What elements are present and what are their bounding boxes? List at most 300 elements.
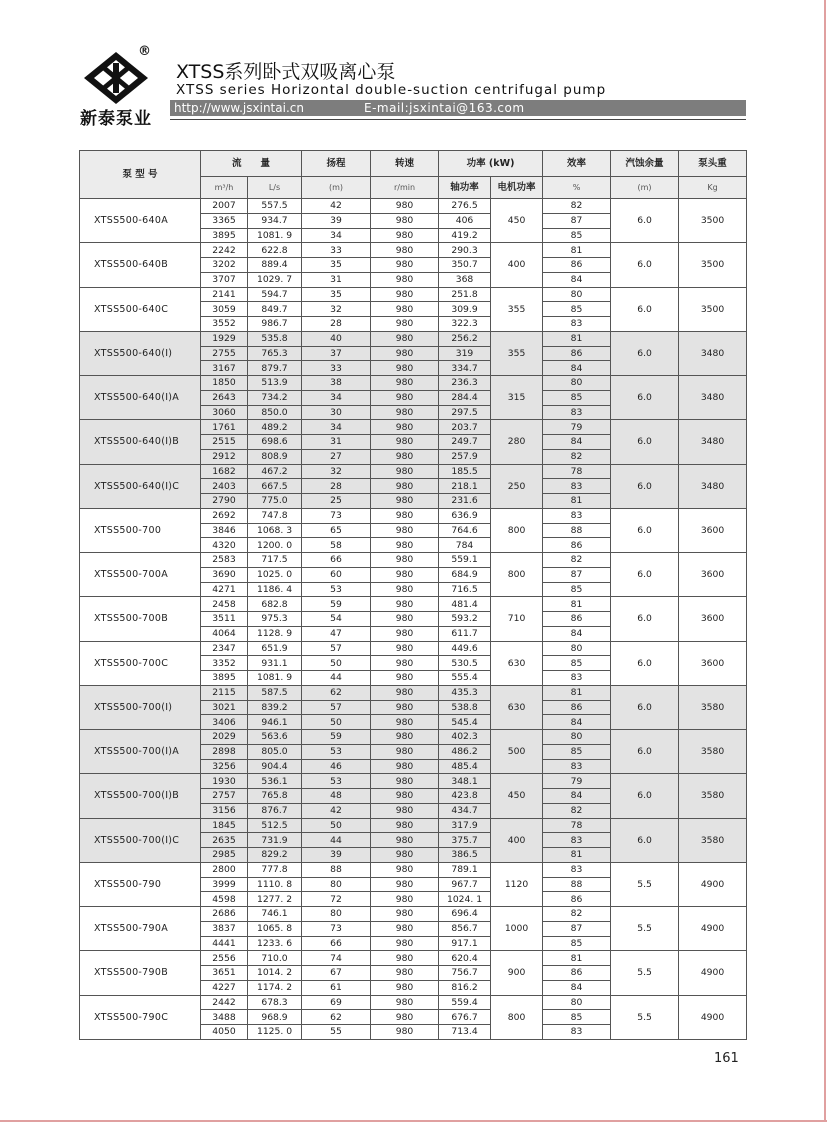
cell-shaft: 322.3: [439, 317, 491, 332]
cell-m3h: 1845: [201, 818, 248, 833]
cell-efficiency: 82: [543, 907, 611, 922]
cell-efficiency: 81: [543, 597, 611, 612]
cell-efficiency: 81: [543, 494, 611, 509]
cell-head: 88: [302, 862, 371, 877]
cell-weight: 3600: [679, 597, 747, 641]
cell-ls: 536.1: [248, 774, 302, 789]
cell-speed: 980: [371, 302, 439, 317]
cell-speed: 980: [371, 287, 439, 302]
cell-shaft: 856.7: [439, 921, 491, 936]
cell-motor-power: 280: [491, 420, 543, 464]
cell-m3h: 3511: [201, 612, 248, 627]
cell-ls: 512.5: [248, 818, 302, 833]
cell-head: 73: [302, 921, 371, 936]
cell-speed: 980: [371, 243, 439, 258]
cell-ls: 1081. 9: [248, 228, 302, 243]
cell-head: 62: [302, 1010, 371, 1025]
cell-speed: 980: [371, 700, 439, 715]
cell-shaft: 423.8: [439, 789, 491, 804]
cell-m3h: 4271: [201, 582, 248, 597]
email-link[interactable]: E-mail:jsxintai@163.com: [364, 101, 525, 115]
table-body: [80, 199, 747, 1040]
cell-head: 39: [302, 848, 371, 863]
cell-speed: 980: [371, 449, 439, 464]
cell-head: 61: [302, 980, 371, 995]
cell-npsh: 6.0: [611, 774, 679, 818]
cell-efficiency: 82: [543, 553, 611, 568]
cell-motor-power: 450: [491, 199, 543, 243]
cell-speed: 980: [371, 848, 439, 863]
cell-weight: 3500: [679, 243, 747, 287]
pump-model: XTSS500-640(Ⅰ)C: [80, 464, 201, 508]
cell-head: 25: [302, 494, 371, 509]
cell-weight: 4900: [679, 862, 747, 906]
cell-efficiency: 81: [543, 331, 611, 346]
cell-ls: 934.7: [248, 213, 302, 228]
cell-ls: 775.0: [248, 494, 302, 509]
table-row: [80, 508, 747, 523]
cell-efficiency: 86: [543, 700, 611, 715]
cell-head: 59: [302, 730, 371, 745]
cell-ls: 1128. 9: [248, 626, 302, 641]
cell-weight: 3580: [679, 685, 747, 729]
cell-shaft: 218.1: [439, 479, 491, 494]
cell-speed: 980: [371, 641, 439, 656]
cell-m3h: 2755: [201, 346, 248, 361]
cell-m3h: 2757: [201, 789, 248, 804]
cell-ls: 879.7: [248, 361, 302, 376]
cell-weight: 3600: [679, 508, 747, 552]
page-border-right: [824, 0, 826, 1122]
cell-ls: 710.0: [248, 951, 302, 966]
col-model: 泵 型 号: [80, 151, 201, 199]
cell-ls: 1186. 4: [248, 582, 302, 597]
cell-shaft: 309.9: [439, 302, 491, 317]
cell-ls: 904.4: [248, 759, 302, 774]
cell-npsh: 6.0: [611, 287, 679, 331]
pump-model: XTSS500-640(Ⅰ)A: [80, 376, 201, 420]
cell-head: 57: [302, 641, 371, 656]
cell-ls: 667.5: [248, 479, 302, 494]
cell-m3h: 2403: [201, 479, 248, 494]
cell-weight: 3600: [679, 641, 747, 685]
cell-efficiency: 87: [543, 567, 611, 582]
table-row: [80, 331, 747, 346]
cell-ls: 731.9: [248, 833, 302, 848]
cell-shaft: 917.1: [439, 936, 491, 951]
cell-speed: 980: [371, 892, 439, 907]
cell-m3h: 4441: [201, 936, 248, 951]
cell-m3h: 3406: [201, 715, 248, 730]
cell-speed: 980: [371, 346, 439, 361]
cell-m3h: 2898: [201, 744, 248, 759]
cell-shaft: 419.2: [439, 228, 491, 243]
cell-npsh: 6.0: [611, 553, 679, 597]
cell-m3h: 2458: [201, 597, 248, 612]
col-flow: 流 量: [201, 151, 302, 177]
registered-mark: ®: [138, 44, 151, 59]
cell-ls: 746.1: [248, 907, 302, 922]
cell-head: 80: [302, 877, 371, 892]
cell-efficiency: 85: [543, 936, 611, 951]
cell-shaft: 684.9: [439, 567, 491, 582]
cell-efficiency: 86: [543, 966, 611, 981]
cell-speed: 980: [371, 553, 439, 568]
cell-efficiency: 86: [543, 612, 611, 627]
cell-speed: 980: [371, 656, 439, 671]
cell-ls: 587.5: [248, 685, 302, 700]
cell-ls: 1029. 7: [248, 272, 302, 287]
cell-speed: 980: [371, 361, 439, 376]
cell-efficiency: 80: [543, 641, 611, 656]
cell-m3h: 2790: [201, 494, 248, 509]
cell-efficiency: 85: [543, 1010, 611, 1025]
cell-head: 57: [302, 700, 371, 715]
cell-shaft: 317.9: [439, 818, 491, 833]
cell-npsh: 6.0: [611, 420, 679, 464]
cell-speed: 980: [371, 921, 439, 936]
cell-ls: 1125. 0: [248, 1025, 302, 1040]
cell-shaft: 555.4: [439, 671, 491, 686]
pump-model: XTSS500-700(Ⅰ)C: [80, 818, 201, 862]
cell-shaft: 789.1: [439, 862, 491, 877]
cell-motor-power: 400: [491, 818, 543, 862]
cell-m3h: 2141: [201, 287, 248, 302]
cell-shaft: 368: [439, 272, 491, 287]
cell-ls: 931.1: [248, 656, 302, 671]
cell-shaft: 348.1: [439, 774, 491, 789]
cell-head: 34: [302, 228, 371, 243]
cell-ls: 1233. 6: [248, 936, 302, 951]
cell-shaft: 559.4: [439, 995, 491, 1010]
table-row: [80, 730, 747, 745]
cell-shaft: 386.5: [439, 848, 491, 863]
cell-ls: 467.2: [248, 464, 302, 479]
cell-m3h: 2643: [201, 390, 248, 405]
cell-efficiency: 84: [543, 715, 611, 730]
cell-m3h: 2800: [201, 862, 248, 877]
cell-m3h: 4050: [201, 1025, 248, 1040]
cell-speed: 980: [371, 317, 439, 332]
cell-ls: 1081. 9: [248, 671, 302, 686]
cell-ls: 651.9: [248, 641, 302, 656]
cell-motor-power: 500: [491, 730, 543, 774]
cell-shaft: 611.7: [439, 626, 491, 641]
cell-head: 53: [302, 582, 371, 597]
cell-ls: 889.4: [248, 258, 302, 273]
cell-shaft: 203.7: [439, 420, 491, 435]
cell-m3h: 2242: [201, 243, 248, 258]
cell-m3h: 3256: [201, 759, 248, 774]
pump-model: XTSS500-640(Ⅰ): [80, 331, 201, 375]
cell-motor-power: 315: [491, 376, 543, 420]
table-row: [80, 464, 747, 479]
cell-m3h: 3895: [201, 228, 248, 243]
cell-npsh: 5.5: [611, 995, 679, 1039]
unit-efficiency: %: [543, 177, 611, 199]
cell-ls: 1068. 3: [248, 523, 302, 538]
cell-ls: 975.3: [248, 612, 302, 627]
cell-npsh: 6.0: [611, 597, 679, 641]
cell-speed: 980: [371, 995, 439, 1010]
cell-weight: 4900: [679, 907, 747, 951]
cell-efficiency: 83: [543, 508, 611, 523]
cell-m3h: 1682: [201, 464, 248, 479]
cell-m3h: 4227: [201, 980, 248, 995]
cell-ls: 557.5: [248, 199, 302, 214]
cell-m3h: 1930: [201, 774, 248, 789]
cell-motor-power: 250: [491, 464, 543, 508]
cell-motor-power: 1120: [491, 862, 543, 906]
cell-efficiency: 84: [543, 626, 611, 641]
cell-shaft: 435.3: [439, 685, 491, 700]
cell-efficiency: 86: [543, 258, 611, 273]
cell-speed: 980: [371, 405, 439, 420]
cell-efficiency: 85: [543, 228, 611, 243]
cell-head: 30: [302, 405, 371, 420]
cell-m3h: 3060: [201, 405, 248, 420]
cell-head: 48: [302, 789, 371, 804]
cell-npsh: 6.0: [611, 199, 679, 243]
cell-speed: 980: [371, 1010, 439, 1025]
cell-head: 35: [302, 287, 371, 302]
cell-motor-power: 710: [491, 597, 543, 641]
cell-m3h: 2515: [201, 435, 248, 450]
cell-npsh: 6.0: [611, 641, 679, 685]
cell-npsh: 6.0: [611, 818, 679, 862]
pump-model: XTSS500-700(Ⅰ)A: [80, 730, 201, 774]
pump-model: XTSS500-700: [80, 508, 201, 552]
pump-model: XTSS500-790A: [80, 907, 201, 951]
cell-head: 50: [302, 715, 371, 730]
cell-motor-power: 1000: [491, 907, 543, 951]
cell-ls: 489.2: [248, 420, 302, 435]
cell-speed: 980: [371, 213, 439, 228]
cell-ls: 747.8: [248, 508, 302, 523]
table-row: [80, 685, 747, 700]
pump-model: XTSS500-790C: [80, 995, 201, 1039]
cell-ls: 535.8: [248, 331, 302, 346]
cell-efficiency: 88: [543, 523, 611, 538]
cell-head: 72: [302, 892, 371, 907]
cell-npsh: 5.5: [611, 862, 679, 906]
cell-weight: 3500: [679, 199, 747, 243]
cell-npsh: 6.0: [611, 376, 679, 420]
cell-m3h: 2583: [201, 553, 248, 568]
cell-head: 69: [302, 995, 371, 1010]
unit-speed: r/min: [371, 177, 439, 199]
cell-m3h: 2115: [201, 685, 248, 700]
cell-m3h: 2347: [201, 641, 248, 656]
cell-efficiency: 84: [543, 789, 611, 804]
cell-weight: 3480: [679, 376, 747, 420]
cell-shaft: 538.8: [439, 700, 491, 715]
table-header-row: [80, 151, 747, 177]
table-row: [80, 862, 747, 877]
cell-npsh: 6.0: [611, 730, 679, 774]
cell-shaft: 257.9: [439, 449, 491, 464]
pump-model: XTSS500-700B: [80, 597, 201, 641]
cell-shaft: 620.4: [439, 951, 491, 966]
cell-head: 44: [302, 671, 371, 686]
cell-m3h: 2635: [201, 833, 248, 848]
cell-m3h: 3707: [201, 272, 248, 287]
cell-m3h: 3651: [201, 966, 248, 981]
cell-motor-power: 900: [491, 951, 543, 995]
cell-npsh: 6.0: [611, 243, 679, 287]
pump-model: XTSS500-640(Ⅰ)B: [80, 420, 201, 464]
cell-efficiency: 81: [543, 243, 611, 258]
cell-ls: 622.8: [248, 243, 302, 258]
cell-efficiency: 83: [543, 833, 611, 848]
cell-shaft: 249.7: [439, 435, 491, 450]
cell-shaft: 449.6: [439, 641, 491, 656]
table-row: [80, 907, 747, 922]
cell-efficiency: 78: [543, 464, 611, 479]
cell-speed: 980: [371, 966, 439, 981]
cell-efficiency: 79: [543, 774, 611, 789]
cell-efficiency: 83: [543, 317, 611, 332]
cell-shaft: 1024. 1: [439, 892, 491, 907]
cell-efficiency: 83: [543, 405, 611, 420]
cell-m3h: 2692: [201, 508, 248, 523]
cell-shaft: 251.8: [439, 287, 491, 302]
cell-speed: 980: [371, 435, 439, 450]
cell-ls: 876.7: [248, 803, 302, 818]
cell-m3h: 2556: [201, 951, 248, 966]
cell-ls: 829.2: [248, 848, 302, 863]
cell-motor-power: 355: [491, 331, 543, 375]
cell-ls: 563.6: [248, 730, 302, 745]
cell-shaft: 334.7: [439, 361, 491, 376]
cell-weight: 3580: [679, 774, 747, 818]
cell-speed: 980: [371, 523, 439, 538]
cell-efficiency: 85: [543, 582, 611, 597]
cell-head: 54: [302, 612, 371, 627]
cell-speed: 980: [371, 567, 439, 582]
header-divider: [170, 119, 746, 120]
cell-efficiency: 80: [543, 730, 611, 745]
cell-motor-power: 355: [491, 287, 543, 331]
cell-m3h: 2985: [201, 848, 248, 863]
cell-ls: 678.3: [248, 995, 302, 1010]
cell-speed: 980: [371, 818, 439, 833]
cell-shaft: 231.6: [439, 494, 491, 509]
cell-speed: 980: [371, 936, 439, 951]
pump-model: XTSS500-700(Ⅰ): [80, 685, 201, 729]
cell-efficiency: 80: [543, 995, 611, 1010]
cell-weight: 3580: [679, 818, 747, 862]
cell-head: 53: [302, 774, 371, 789]
cell-m3h: 3488: [201, 1010, 248, 1025]
cell-head: 53: [302, 744, 371, 759]
cell-head: 31: [302, 272, 371, 287]
cell-ls: 513.9: [248, 376, 302, 391]
pump-model: XTSS500-700C: [80, 641, 201, 685]
cell-head: 67: [302, 966, 371, 981]
cell-shaft: 486.2: [439, 744, 491, 759]
unit-npsh: (m): [611, 177, 679, 199]
cell-speed: 980: [371, 759, 439, 774]
cell-efficiency: 84: [543, 980, 611, 995]
cell-shaft: 559.1: [439, 553, 491, 568]
cell-speed: 980: [371, 479, 439, 494]
cell-speed: 980: [371, 730, 439, 745]
cell-shaft: 764.6: [439, 523, 491, 538]
col-weight: 泵头重: [679, 151, 747, 177]
cell-shaft: 545.4: [439, 715, 491, 730]
pump-model: XTSS500-640B: [80, 243, 201, 287]
cell-head: 27: [302, 449, 371, 464]
logo-text: 新泰泵业: [80, 109, 152, 129]
cell-motor-power: 630: [491, 685, 543, 729]
pump-model: XTSS500-640C: [80, 287, 201, 331]
page-title-cn: XTSS系列卧式双吸离心泵: [176, 61, 396, 83]
cell-efficiency: 84: [543, 361, 611, 376]
cell-ls: 849.7: [248, 302, 302, 317]
col-power: 功率 (kW): [439, 151, 543, 177]
website-link[interactable]: http://www.jsxintai.cn: [174, 101, 304, 115]
cell-shaft: 485.4: [439, 759, 491, 774]
cell-efficiency: 80: [543, 376, 611, 391]
cell-weight: 4900: [679, 995, 747, 1039]
cell-speed: 980: [371, 508, 439, 523]
cell-speed: 980: [371, 582, 439, 597]
table-row: [80, 376, 747, 391]
cell-speed: 980: [371, 494, 439, 509]
cell-weight: 4900: [679, 951, 747, 995]
cell-head: 40: [302, 331, 371, 346]
cell-m3h: 3552: [201, 317, 248, 332]
cell-shaft: 530.5: [439, 656, 491, 671]
cell-efficiency: 81: [543, 951, 611, 966]
page-title-en: XTSS series Horizontal double-suction centrifugal pump: [176, 82, 607, 98]
cell-head: 50: [302, 818, 371, 833]
cell-speed: 980: [371, 980, 439, 995]
cell-m3h: 2029: [201, 730, 248, 745]
cell-m3h: 4320: [201, 538, 248, 553]
cell-efficiency: 88: [543, 877, 611, 892]
cell-shaft: 185.5: [439, 464, 491, 479]
cell-ls: 1200. 0: [248, 538, 302, 553]
cell-shaft: 406: [439, 213, 491, 228]
cell-head: 28: [302, 317, 371, 332]
cell-head: 39: [302, 213, 371, 228]
cell-shaft: 236.3: [439, 376, 491, 391]
cell-speed: 980: [371, 862, 439, 877]
cell-head: 34: [302, 420, 371, 435]
cell-speed: 980: [371, 789, 439, 804]
cell-head: 58: [302, 538, 371, 553]
cell-ls: 850.0: [248, 405, 302, 420]
cell-weight: 3480: [679, 420, 747, 464]
cell-m3h: 3021: [201, 700, 248, 715]
cell-shaft: 593.2: [439, 612, 491, 627]
cell-ls: 1065. 8: [248, 921, 302, 936]
cell-head: 28: [302, 479, 371, 494]
cell-shaft: 276.5: [439, 199, 491, 214]
cell-shaft: 402.3: [439, 730, 491, 745]
cell-speed: 980: [371, 671, 439, 686]
cell-npsh: 5.5: [611, 951, 679, 995]
cell-m3h: 2007: [201, 199, 248, 214]
table-row: [80, 995, 747, 1010]
cell-head: 66: [302, 553, 371, 568]
cell-ls: 682.8: [248, 597, 302, 612]
cell-m3h: 2442: [201, 995, 248, 1010]
cell-ls: 986.7: [248, 317, 302, 332]
cell-efficiency: 82: [543, 449, 611, 464]
